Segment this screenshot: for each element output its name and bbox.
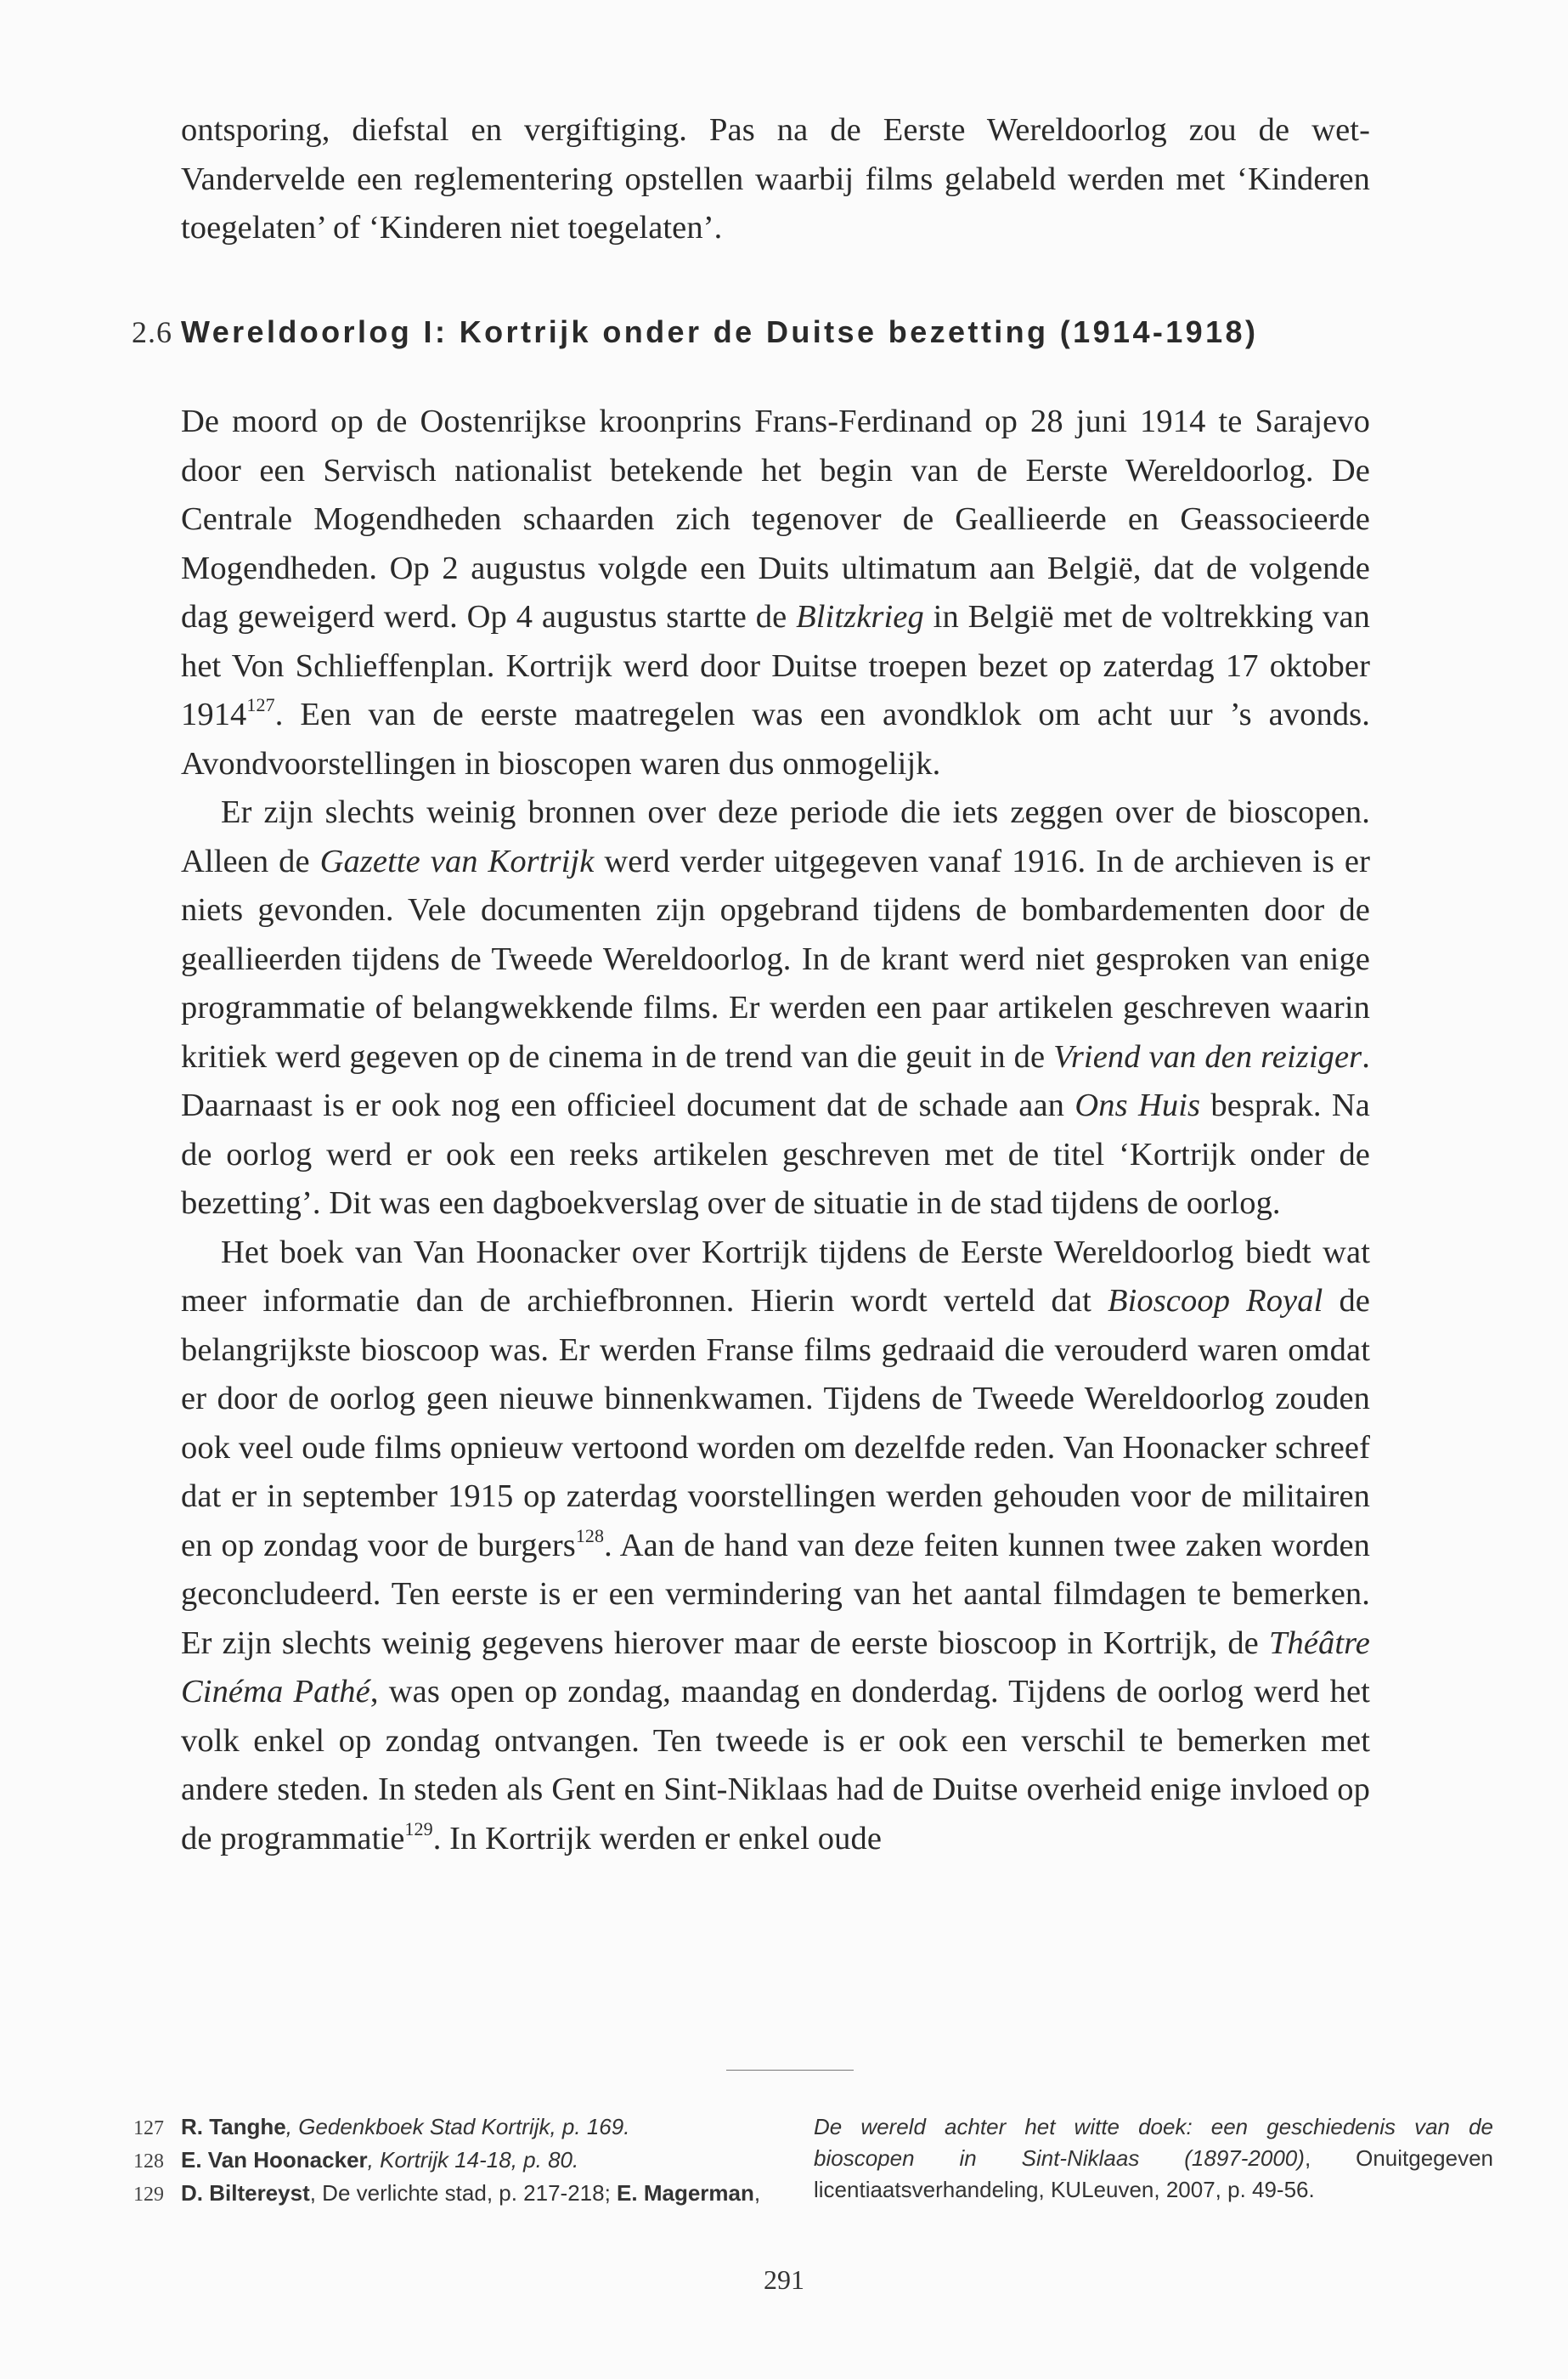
footnote-author: D. Biltereyst [181, 2180, 310, 2206]
page-number: 291 [764, 2264, 804, 2295]
footnote-number: 128 [133, 2150, 164, 2173]
italic-term: Théâtre Cinéma Pathé [181, 1625, 1370, 1709]
footnote-text: , Kortrijk 14-18, p. 80. [367, 2147, 579, 2173]
footnote-cont-line-1 [814, 2111, 1493, 2143]
footnote-129 [133, 2178, 787, 2211]
italic-term: Vriend van den reiziger [1053, 1038, 1362, 1075]
footnote-cont-line-3 [814, 2174, 1493, 2206]
italic-term: Ons Huis [1074, 1088, 1201, 1123]
intro-paragraph [181, 106, 1370, 253]
footnote-ref[interactable]: 128 [575, 1524, 605, 1546]
text-run: . Daarnaast is er ook nog een officieel document dat de schade aan [181, 1038, 1370, 1123]
footnote-text: licentiaatsverhandeling, KULeuven, 2007, p. 49-56. [814, 2177, 1315, 2202]
footnote-ref[interactable]: 129 [404, 1817, 433, 1839]
text-run: de belangrijkste bioscoop was. Er werden Franse films gedraaid die verouderd waren omdat er door de oorlog geen nieuwe binnenkwamen. Tijdens de Tweede Wereldoorlog zouden ook veel oude films opnieuw vertoond worden om dezelfde reden. Van Hoonacker schreef dat er in september 1915 op zaterdag voorstellingen werden gehouden voor de militairen en op zondag voor de burgers [181, 1283, 1370, 1563]
text-run: Het boek van Van Hoonacker over Kortrijk tijdens de Eerste Wereldoorlog biedt wat meer informatie dan de archiefbronnen. Hierin wordt verteld dat [181, 1234, 1370, 1319]
footnotes-left-column [133, 2111, 787, 2211]
section-title: Wereldoorlog I: Kortrijk onder de Duitse bezetting (1914-1918) [181, 314, 1259, 349]
footnote-text: , De verlichte stad, p. 217-218; [309, 2180, 618, 2206]
section-body [181, 398, 1370, 1863]
text-run: . Aan de hand van deze feiten kunnen twee zaken worden geconcludeerd. Ten eerste is er een vermindering van het aantal filmdagen te bemerken. Er zijn slechts weinig gegevens hierover maar de eerste bioscoop in Kortrijk, de [181, 1527, 1370, 1661]
footnote-text: , Onuitgegeven [1304, 2145, 1493, 2171]
section-heading [132, 314, 1406, 350]
footnote-cont-line-2 [814, 2143, 1493, 2174]
footnote-number: 127 [133, 2117, 164, 2139]
text-run: , was open op zondag, maandag en donderdag. Tijdens de oorlog werd het volk enkel op zondag ontvangen. Ten tweede is er ook een verschil te bemerken met andere steden. In steden als Gent en Sint-Niklaas had de Duitse overheid enige invloed op de programmatie [181, 1674, 1370, 1856]
footnote-author: R. Tanghe [181, 2114, 286, 2139]
text-run: besprak. Na de oorlog werd er ook een reeks artikelen geschreven met de titel ‘Kortrijk onder de bezetting’. Dit was een dagboekverslag over de situatie in de stad tijdens de oorlog. [181, 1088, 1370, 1221]
text-run: De moord op de Oostenrijkse kroonprins Frans-Ferdinand op 28 juni 1914 te Sarajevo door een Servisch nationalist betekende het begin van de Eerste Wereldoorlog. De Centrale Mogendheden schaarden zich tegenover de Geallieerde en Geassocieerde Mogendheden. Op 2 augustus volgde een Duits ultimatum aan België, dat de volgende dag geweigerd werd. Op 4 augustus startte de [181, 404, 1370, 635]
footnote-128 [133, 2144, 787, 2178]
text-run: . Een van de eerste maatregelen was een avondklok om acht uur ’s avonds. Avondvoorstellingen in bioscopen waren dus onmogelijk. [181, 697, 1370, 782]
text-run: werd verder uitgegeven vanaf 1916. In de archieven is er niets gevonden. Vele documenten zijn opgebrand tijdens de bombardementen door de geallieerden tijdens de Tweede Wereldoorlog. In de krant werd niet gesproken van enige programmatie of belangwekkende films. Er werden een paar artikelen geschreven waarin kritiek werd gegeven op de cinema in de trend van die geuit in de [181, 843, 1370, 1075]
footnote-italic: bioscopen in Sint-Niklaas (1897-2000) [814, 2145, 1305, 2171]
italic-term: Blitzkrieg [796, 599, 924, 635]
paragraph-3 [181, 1229, 1370, 1864]
italic-term: Gazette van Kortrijk [319, 843, 595, 879]
footnotes-right-column [814, 2111, 1493, 2206]
paragraph-2 [181, 788, 1370, 1229]
footnote-divider [726, 2070, 854, 2071]
footnote-text: , [753, 2180, 761, 2206]
footnote-ref[interactable]: 127 [246, 694, 275, 716]
section-number: 2.6 [132, 315, 172, 349]
text-run: in België met de voltrekking van het Von Schlieffenplan. Kortrijk werd door Duitse troepen bezet op zaterdag 17 oktober 1914 [181, 599, 1370, 732]
footnote-italic: De wereld achter het witte doek: een geschiedenis van de [814, 2114, 1493, 2139]
intro-text: ontsporing, diefstal en vergiftiging. Pas na de Eerste Wereldoorlog zou de wet-Vandervelde een reglementering opstellen waarbij films gelabeld werden met ‘Kinderen toegelaten’ of ‘Kinderen niet toegelaten’. [181, 112, 1370, 246]
footnote-text: , Gedenkboek Stad Kortrijk, p. 169. [285, 2114, 630, 2139]
footnote-number: 129 [133, 2184, 164, 2206]
footnote-127 [133, 2111, 787, 2144]
text-run: . In Kortrijk werden er enkel oude [432, 1820, 883, 1856]
footnote-author: E. Magerman [617, 2180, 754, 2206]
paragraph-1 [181, 398, 1370, 788]
footnote-author: E. Van Hoonacker [181, 2147, 368, 2173]
text-run: Er zijn slechts weinig bronnen over deze periode die iets zeggen over de bioscopen. Alleen de [181, 794, 1370, 879]
italic-term: Bioscoop Royal [1107, 1283, 1323, 1319]
